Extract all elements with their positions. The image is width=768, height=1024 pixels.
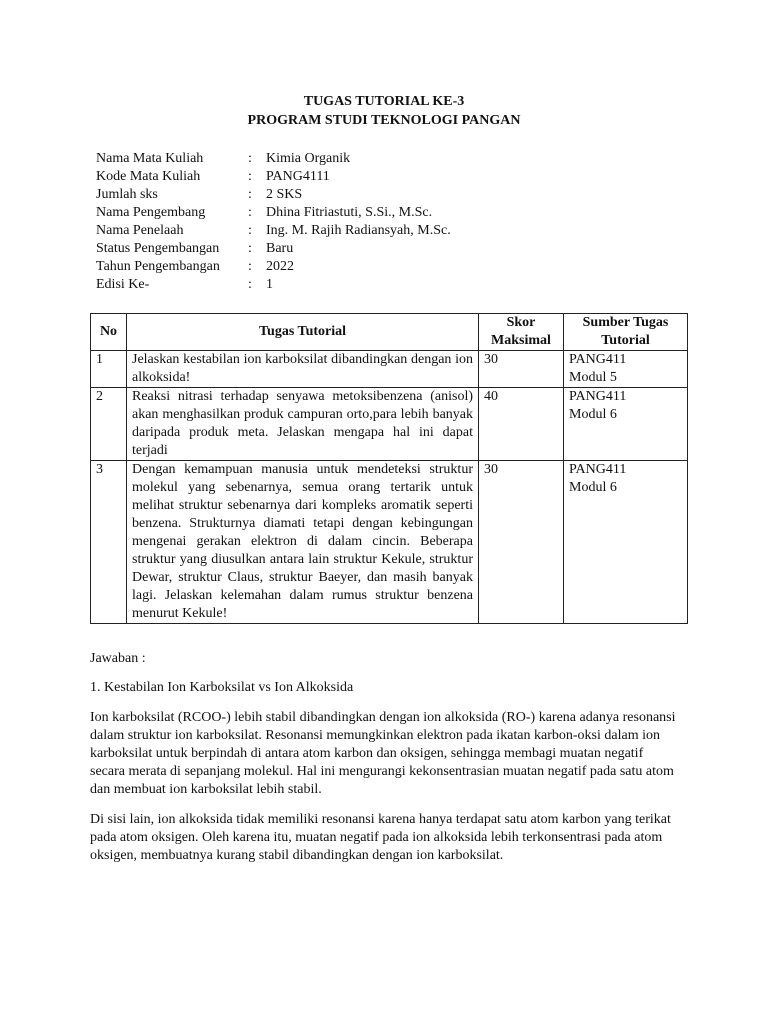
info-value: PANG4111 — [266, 169, 330, 184]
task-description: Dengan kemampuan manusia untuk mendeteksi struktur molekul yang sebenarnya, semua orang tertarik untuk melihat struktur sebenarnya dari kompleks aromatik seperti benzena. Strukturnya diamati tetapi dengan kebingungan mengenai gerakan elektron di dalam cincin. Beberapa struktur yang diusulkan antara lain struktur Kekule, struktur Dewar, struktur Claus, struktur Baeyer, dan masih banyak lagi. Jelaskan kelemahan dalam rumus struktur benzena menurut Kekule! — [127, 461, 479, 624]
source-code: PANG411 — [569, 462, 627, 477]
info-separator: : — [248, 169, 252, 184]
info-separator: : — [248, 151, 252, 166]
info-value: Kimia Organik — [266, 151, 351, 166]
answer-paragraph: Di sisi lain, ion alkoksida tidak memiliki resonansi karena hanya terdapat satu atom karbon yang terikat pada atom oksigen. Oleh karena itu, muatan negatif pada ion alkoksida lebih terkonsentrasi pada atom oksigen, membuatnya kurang stabil dibandingkan dengan ion karboksilat. — [90, 812, 671, 863]
info-value: 1 — [266, 277, 273, 292]
info-label: Edisi Ke- — [96, 277, 150, 292]
info-value: 2022 — [266, 259, 294, 274]
info-row-edition — [96, 276, 451, 294]
column-header-task: Tugas Tutorial — [127, 314, 479, 351]
row-number: 3 — [91, 461, 127, 624]
info-separator: : — [248, 205, 252, 220]
source-code: PANG411 — [569, 352, 627, 367]
source-module: Modul 6 — [569, 407, 617, 422]
column-header-source: Sumber Tugas Tutorial — [564, 314, 688, 351]
info-label: Status Pengembangan — [96, 241, 220, 256]
table-row — [91, 351, 688, 388]
max-score: 30 — [479, 461, 564, 624]
info-row-developer — [96, 204, 451, 222]
row-number: 1 — [91, 351, 127, 388]
task-source — [564, 388, 688, 461]
info-value: Dhina Fitriastuti, S.Si., M.Sc. — [266, 205, 433, 220]
max-score: 30 — [479, 351, 564, 388]
table-header-row — [91, 314, 688, 351]
table-row — [91, 388, 688, 461]
task-description: Jelaskan kestabilan ion karboksilat dibandingkan dengan ion alkoksida! — [127, 351, 479, 388]
info-label: Kode Mata Kuliah — [96, 169, 201, 184]
info-value: Ing. M. Rajih Radiansyah, M.Sc. — [266, 223, 451, 238]
document-title-line1: TUGAS TUTORIAL KE-3 — [303, 94, 465, 109]
info-label: Jumlah sks — [96, 187, 158, 202]
answer-paragraph: Ion karboksilat (RCOO-) lebih stabil dibandingkan dengan ion alkoksida (RO-) karena adanya resonansi dalam struktur ion karboksilat. Resonansi memungkinkan elektron pada ikatan karbon-oksi dalam ion karboksilat untuk berpindah di antara atom karbon dan oksigen, sehingga membagi muatan negatif secara merata di sepanjang molekul. Hal ini mengurangi kekonsentrasian muatan negatif pada satu atom dan membuat ion karboksilat lebih stabil. — [90, 710, 676, 797]
info-label: Tahun Pengembangan — [96, 259, 220, 274]
task-description: Reaksi nitrasi terhadap senyawa metoksibenzena (anisol) akan menghasilkan produk campuran orto,para lebih banyak daripada produk meta. Jelaskan mengapa hal ini dapat terjadi — [127, 388, 479, 461]
task-source — [564, 351, 688, 388]
info-value: 2 SKS — [266, 187, 303, 202]
info-row-status — [96, 240, 451, 258]
info-label: Nama Mata Kuliah — [96, 151, 204, 166]
column-header-no: No — [91, 314, 127, 351]
info-label: Nama Pengembang — [96, 205, 206, 220]
column-header-score: Skor Maksimal — [479, 314, 564, 351]
info-separator: : — [248, 187, 252, 202]
info-row-course-code — [96, 168, 451, 186]
source-module: Modul 6 — [569, 480, 617, 495]
info-row-reviewer — [96, 222, 451, 240]
info-label: Nama Penelaah — [96, 223, 184, 238]
info-row-year — [96, 258, 451, 276]
info-separator: : — [248, 259, 252, 274]
info-separator: : — [248, 277, 252, 292]
info-row-course-name — [96, 150, 451, 168]
task-table — [90, 313, 688, 624]
source-module: Modul 5 — [569, 370, 617, 385]
answer-label: Jawaban : — [90, 651, 146, 666]
max-score: 40 — [479, 388, 564, 461]
table-row — [91, 461, 688, 624]
answer-section-heading: 1. Kestabilan Ion Karboksilat vs Ion Alkoksida — [90, 680, 354, 695]
info-value: Baru — [266, 241, 294, 256]
course-info — [96, 150, 451, 294]
info-separator: : — [248, 241, 252, 256]
info-separator: : — [248, 223, 252, 238]
info-row-credits — [96, 186, 451, 204]
row-number: 2 — [91, 388, 127, 461]
source-code: PANG411 — [569, 389, 627, 404]
task-source — [564, 461, 688, 624]
document-title-line2: PROGRAM STUDI TEKNOLOGI PANGAN — [247, 113, 521, 128]
